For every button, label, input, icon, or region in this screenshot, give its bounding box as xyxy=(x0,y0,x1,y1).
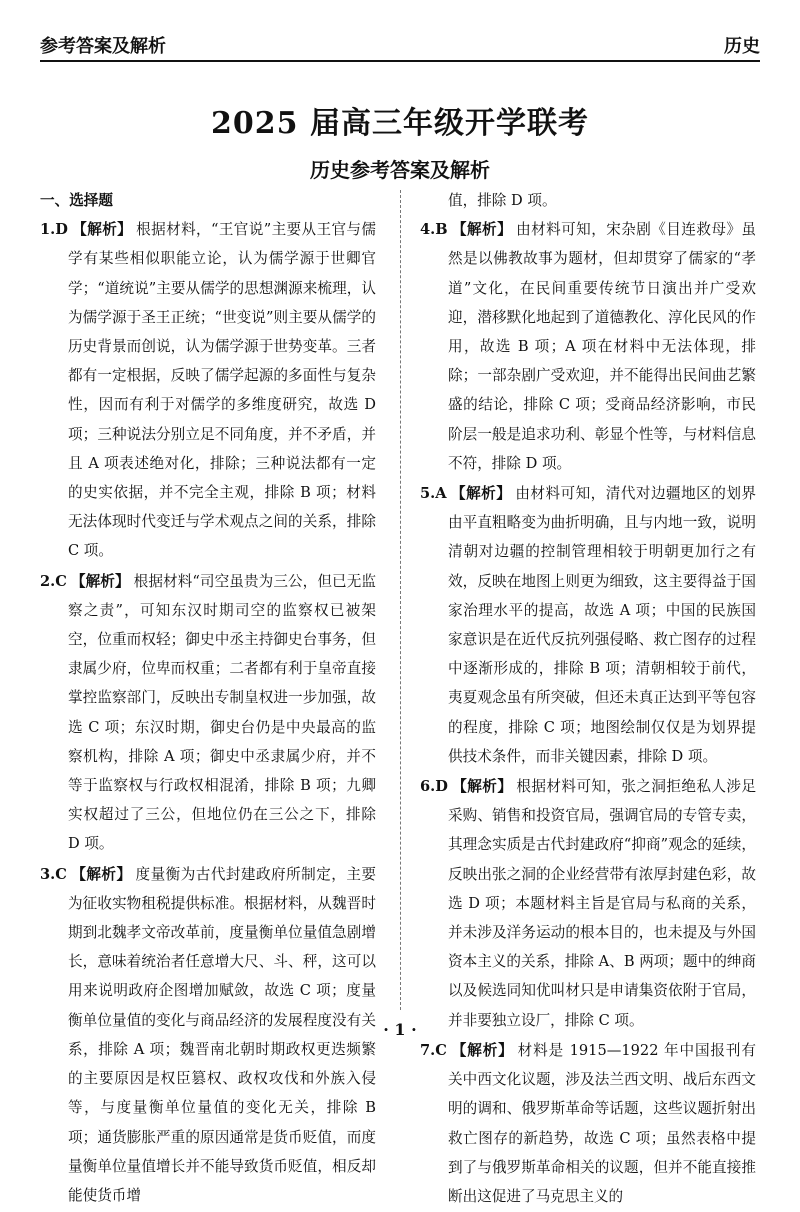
page-subtitle: 历史参考答案及解析 xyxy=(310,158,490,182)
question-number: 4.B xyxy=(420,221,448,239)
analysis-tag: 【解析】 xyxy=(70,572,130,590)
running-header xyxy=(40,30,760,62)
section-heading: 一、选择题 xyxy=(40,192,113,209)
question-text: 根据材料可知，张之洞拒绝私人涉足采购、销售和投资官局，强调官局的专管专卖，其理念实质是古代封建政府“抑商”观念的延续，反映出张之洞的企业经营带有浓厚封建色彩，故选 D 项；本题材料主旨是官局与私商的关系，并未涉及洋务运动的根本目的，也未提及与外国资本主义的关系，排除 A、B 两项；题中的绅商以及候选同知优叫材只是申请集资依附于官局，并非要独立设厂，排除 C 项。 xyxy=(448,778,756,1029)
question-number: 3.C xyxy=(40,865,67,883)
analysis-tag: 【解析】 xyxy=(450,1041,514,1059)
analysis-tag: 【解析】 xyxy=(451,221,513,239)
question-number: 7.C xyxy=(420,1041,447,1059)
question-text: 由材料可知，宋杂剧《目连救母》虽然是以佛教故事为题材，但却贯穿了儒家的“孝道”文化，在民间重要传统节日演出并广受欢迎，潜移默化地起到了道德教化、淳化民风的作用，故选 B 项；A 项在材料中无法体现，排除；一部杂剧广受欢迎，并不能得出民间曲艺繁盛的结论，排除 C 项；受商品经济影响，市民阶层一般是追求功利、彰显个性等，与材料信息不符，排除 D 项。 xyxy=(448,221,756,472)
header-subject-label: 历史 xyxy=(724,36,760,57)
question-text: 根据材料“司空虽贵为三公，但已无监察之责”，可知东汉时期司空的监察权已被架空，位重而权轻；御史中丞主持御史台事务，但隶属少府，位卑而权重；二者都有利于皇帝直接掌控监察部门，反映出专制皇权进一步加强，故选 C 项；东汉时期，御史台仍是中央最高的监察机构，排除 A 项；御史中丞隶属少府，并不等于监察权与行政权相混淆，排除 B 项；九卿实权超过了三公，但地位仍在三公之下，排除 D 项。 xyxy=(68,572,376,853)
analysis-tag: 【解析】 xyxy=(70,865,132,883)
question-text: 根据材料，“王官说”主要从王官与儒学有某些相似职能立论，认为儒学源于世卿官学；“道统说”主要从儒学的思想渊源来梳理，认为儒学源于圣王正统；“世变说”则主要从儒学的历史背景而创说，认为儒学源于世势变革。三者都有一定根据，反映了儒学起源的多面性与复杂性，因而有利于对儒学的多维度研究，故选 D 项；三种说法分别立足不同角度，并不矛盾，并且 A 项表述绝对化，排除；三种说法都有一定的史实依据，并不完全主观，排除 B 项；材料无法体现时代变迁与学术观点之间的关系，排除 C 项。 xyxy=(68,221,376,560)
question-number: 5.A xyxy=(420,485,447,503)
page-number: · 1 · xyxy=(383,1020,417,1039)
question-text: 由材料可知，清代对边疆地区的划界由平直粗略变为曲折明确，且与内地一致，说明清朝对边疆的控制管理相较于明朝更加行之有效，反映在地图上则更为细致，这主要得益于国家治理水平的提高，故选 A 项；中国的民族国家意识是在近代反抗列强侵略、救亡图存的过程中逐渐形成的，排除 B 项；清朝相较于前代，夷夏观念虽有所突破，但还未真正达到平等包容的程度，排除 C 项；地图绘制仅仅是为划界提供技术条件，而非关键因素，排除 D 项。 xyxy=(448,485,756,765)
question-1 xyxy=(40,215,376,565)
right-column xyxy=(420,186,756,1212)
question-7 xyxy=(420,1036,756,1211)
question-text: 度量衡为古代封建政府所制定，主要为征收实物租税提供标准。根据材料，从魏晋时期到北魏孝文帝改革前，度量衡单位量值急剧增长，意味着统治者任意增大尺、斗、秤，这可以用来说明政府企图增加赋敛，故选 C 项；度量衡单位量值的变化与商品经济的发展程度没有关系，排除 A 项；魏晋南北朝时期政权更迭频繁的主要原因是权臣篡权、政权攻伐和外族入侵等，与度量衡单位量值的变化无关，排除 B 项；通货膨胀严重的原因通常是货币贬值，而度量衡单位量值增长并不能导致货币贬值，相反却能使货币增 xyxy=(68,865,376,1204)
question-5 xyxy=(420,479,756,771)
analysis-tag: 【解析】 xyxy=(450,485,512,503)
column-divider xyxy=(400,190,401,1010)
analysis-tag: 【解析】 xyxy=(71,221,133,239)
question-number: 2.C xyxy=(40,572,67,590)
header-left-label: 参考答案及解析 xyxy=(40,36,166,57)
left-column xyxy=(40,186,376,1211)
analysis-tag: 【解析】 xyxy=(451,778,513,796)
question-2 xyxy=(40,567,376,859)
question-text: 材料是 1915—1922 年中国报刊有关中西文化议题，涉及法兰西文明、战后东西文明的调和、俄罗斯革命等话题，这些议题折射出救亡图存的新趋势，故选 C 项；虽然表格中提到了与俄罗斯革命相关的议题，但并不能直接推断出这促进了马克思主义的 xyxy=(448,1041,756,1205)
question-3-continuation: 值，排除 D 项。 xyxy=(448,192,557,209)
question-6 xyxy=(420,772,756,1035)
question-number: 6.D xyxy=(420,778,448,796)
question-4 xyxy=(420,215,756,478)
page-title: 2025 届高三年级开学联考 xyxy=(211,106,589,141)
question-number: 1.D xyxy=(40,221,68,239)
